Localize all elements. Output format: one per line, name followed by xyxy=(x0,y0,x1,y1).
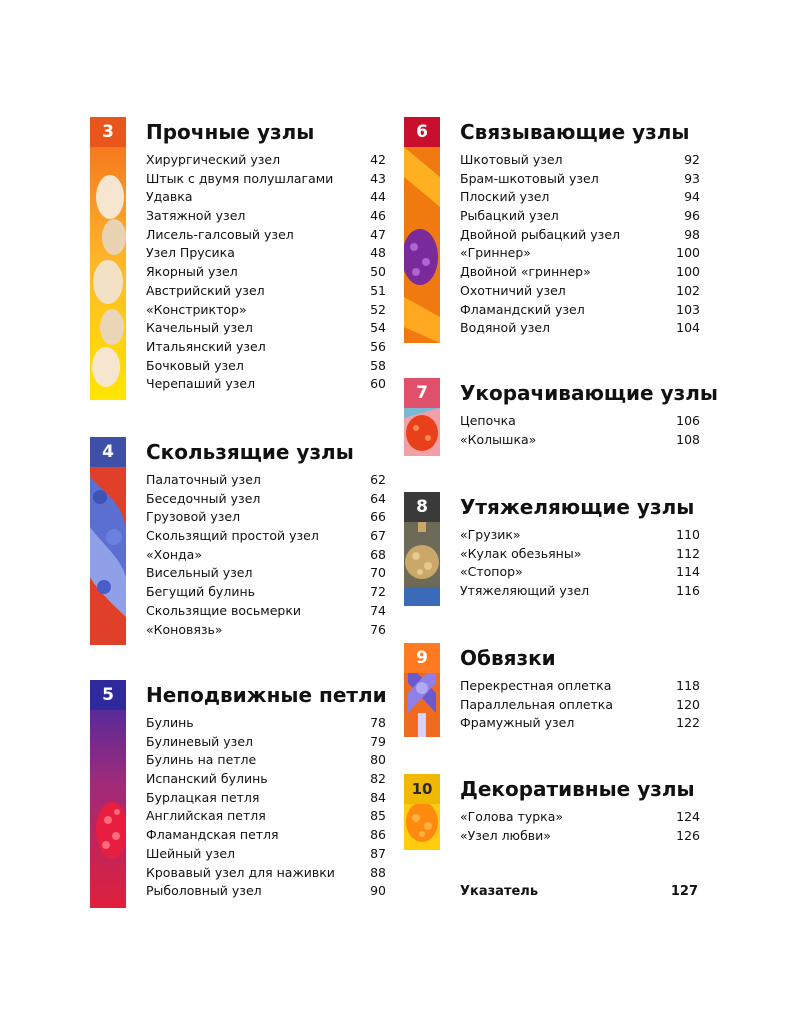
chapter-number-badge: 8 xyxy=(404,492,440,522)
toc-entry[interactable] xyxy=(146,621,386,640)
chapter-title: Связывающие узлы xyxy=(460,120,690,144)
toc-entry[interactable] xyxy=(146,375,386,394)
entry-page: 98 xyxy=(684,226,700,242)
entry-label: «Гриннер» xyxy=(460,245,531,261)
toc-entry[interactable] xyxy=(460,263,700,282)
entry-page: 126 xyxy=(676,827,700,843)
section-5 xyxy=(90,680,390,908)
entry-page: 88 xyxy=(370,864,386,880)
entry-label: Бегущий булинь xyxy=(146,584,255,600)
entry-page: 67 xyxy=(370,528,386,544)
toc-entry[interactable] xyxy=(146,602,386,621)
chapter-title: Утяжеляющие узлы xyxy=(460,495,695,519)
entry-page: 112 xyxy=(676,545,700,561)
entry-page: 92 xyxy=(684,152,700,167)
entry-label: Фрамужный узел xyxy=(460,715,575,731)
section-4 xyxy=(90,437,390,645)
toc-entry[interactable] xyxy=(146,527,386,546)
entry-label: «Стопор» xyxy=(460,564,523,580)
entry-page: 102 xyxy=(676,282,700,298)
knot-photo-strip xyxy=(404,117,440,343)
entry-label: Якорный узел xyxy=(146,264,238,280)
entry-label: Палаточный узел xyxy=(146,472,261,487)
chapter-number-badge: 4 xyxy=(90,437,126,467)
entry-page: 116 xyxy=(676,583,700,599)
entry-page: 90 xyxy=(370,883,386,899)
entry-label: Водяной узел xyxy=(460,320,551,336)
entry-page: 72 xyxy=(370,584,386,600)
toc-entry[interactable] xyxy=(460,188,700,207)
entry-page: 52 xyxy=(370,301,386,317)
entry-label: Черепаший узел xyxy=(146,376,256,392)
entry-label: Бурлацкая петля xyxy=(146,789,260,805)
chapter-entries xyxy=(146,714,386,901)
toc-entry[interactable] xyxy=(146,751,386,770)
chapter-entries xyxy=(460,526,700,601)
entry-page: 64 xyxy=(370,490,386,506)
entry-label: Хирургический узел xyxy=(146,152,281,167)
chapter-title: Декоративные узлы xyxy=(460,777,695,801)
chapter-entries xyxy=(460,151,700,338)
entry-label: Двойной «гриннер» xyxy=(460,264,591,280)
index-label: Указатель xyxy=(460,884,539,899)
toc-entry[interactable] xyxy=(460,827,700,846)
entry-label: Плоский узел xyxy=(460,189,550,205)
toc-entry[interactable] xyxy=(146,807,386,826)
entry-page: 106 xyxy=(676,413,700,428)
toc-entry[interactable] xyxy=(146,207,386,226)
entry-label: Удавка xyxy=(146,189,193,205)
toc-entry[interactable] xyxy=(460,526,700,545)
entry-label: Бочковый узел xyxy=(146,357,244,373)
entry-label: «Грузик» xyxy=(460,527,521,542)
entry-page: 100 xyxy=(676,245,700,261)
entry-label: «Коновязь» xyxy=(146,621,223,637)
rope-photo xyxy=(90,117,126,400)
entry-page: 114 xyxy=(676,564,700,580)
toc-entry[interactable] xyxy=(460,282,700,301)
entry-label: Висельный узел xyxy=(146,565,253,581)
entry-label: «Узел любви» xyxy=(460,827,551,843)
toc-entry[interactable] xyxy=(146,583,386,602)
entry-page: 84 xyxy=(370,789,386,805)
entry-label: Перекрестная оплетка xyxy=(460,678,612,693)
entry-page: 43 xyxy=(370,170,386,186)
entry-page: 54 xyxy=(370,320,386,336)
toc-entry[interactable] xyxy=(460,319,700,338)
chapter-number-badge: 9 xyxy=(404,643,440,673)
toc-entry[interactable] xyxy=(146,546,386,565)
toc-entry[interactable] xyxy=(460,412,700,431)
entry-label: Скользящие восьмерки xyxy=(146,602,301,618)
entry-page: 66 xyxy=(370,509,386,525)
entry-page: 94 xyxy=(684,189,700,205)
entry-page: 44 xyxy=(370,189,386,205)
entry-label: Булинь на петле xyxy=(146,752,257,768)
entry-label: Рыболовный узел xyxy=(146,883,262,899)
entry-page: 62 xyxy=(370,472,386,487)
entry-label: Рыбацкий узел xyxy=(460,208,559,224)
entry-page: 124 xyxy=(676,809,700,824)
toc-entry[interactable] xyxy=(146,357,386,376)
toc-entry[interactable] xyxy=(146,263,386,282)
toc-entry[interactable] xyxy=(460,244,700,263)
toc-entry[interactable] xyxy=(460,545,700,564)
toc-entry[interactable] xyxy=(146,864,386,883)
entry-page: 103 xyxy=(676,301,700,317)
index-page: 127 xyxy=(670,884,698,899)
knot-photo-strip xyxy=(90,117,126,400)
chapter-number-badge: 3 xyxy=(90,117,126,147)
entry-page: 110 xyxy=(676,527,700,542)
entry-label: Цепочка xyxy=(460,413,516,428)
entry-label: Двойной рыбацкий узел xyxy=(460,226,620,242)
entry-page: 76 xyxy=(370,621,386,637)
chapter-title: Укорачивающие узлы xyxy=(460,381,718,405)
section-8 xyxy=(404,492,704,606)
toc-entry[interactable] xyxy=(460,226,700,245)
entry-page: 120 xyxy=(676,696,700,712)
toc-entry[interactable] xyxy=(146,338,386,357)
toc-entry[interactable] xyxy=(146,301,386,320)
entry-page: 78 xyxy=(370,715,386,730)
entry-label: «Хонда» xyxy=(146,546,202,562)
toc-entry[interactable] xyxy=(146,490,386,509)
chapter-title: Обвязки xyxy=(460,646,556,670)
entry-page: 46 xyxy=(370,208,386,224)
chapter-number-badge: 10 xyxy=(404,774,440,804)
entry-page: 86 xyxy=(370,827,386,843)
entry-page: 93 xyxy=(684,170,700,186)
entry-page: 100 xyxy=(676,264,700,280)
toc-entry[interactable] xyxy=(146,151,386,170)
entry-page: 108 xyxy=(676,431,700,447)
entry-page: 122 xyxy=(676,715,700,731)
entry-page: 47 xyxy=(370,226,386,242)
entry-page: 68 xyxy=(370,546,386,562)
toc-entry[interactable] xyxy=(460,714,700,733)
entry-page: 51 xyxy=(370,282,386,298)
section-10 xyxy=(404,774,704,850)
toc-entry[interactable] xyxy=(460,207,700,226)
toc-entry[interactable] xyxy=(146,789,386,808)
toc-entry[interactable] xyxy=(460,431,700,450)
entry-page: 48 xyxy=(370,245,386,261)
entry-page: 42 xyxy=(370,152,386,167)
toc-entry[interactable] xyxy=(460,563,700,582)
toc-entry[interactable] xyxy=(146,188,386,207)
knot-photo-strip xyxy=(90,680,126,908)
entry-label: Фламандская петля xyxy=(146,827,279,843)
entry-label: Скользящий простой узел xyxy=(146,528,319,544)
entry-label: Лисель-галсовый узел xyxy=(146,226,294,242)
chapter-title: Неподвижные петли xyxy=(146,683,387,707)
entry-label: Шейный узел xyxy=(146,845,236,861)
toc-entry[interactable] xyxy=(146,882,386,901)
entry-label: Штык с двумя полушлагами xyxy=(146,170,334,186)
chapter-number-badge: 5 xyxy=(90,680,126,710)
entry-label: «Кулак обезьяны» xyxy=(460,545,582,561)
toc-entry[interactable] xyxy=(460,677,700,696)
entry-label: Фламандский узел xyxy=(460,301,585,317)
entry-label: Брам-шкотовый узел xyxy=(460,170,599,186)
toc-entry[interactable] xyxy=(146,733,386,752)
entry-label: Утяжеляющий узел xyxy=(460,583,590,599)
entry-label: Булиневый узел xyxy=(146,733,254,749)
entry-page: 80 xyxy=(370,752,386,768)
toc-entry[interactable] xyxy=(146,226,386,245)
entry-label: «Колышка» xyxy=(460,431,537,447)
chapter-entries xyxy=(460,412,700,449)
entry-label: Шкотовый узел xyxy=(460,152,563,167)
toc-entry[interactable] xyxy=(146,244,386,263)
entry-label: Качельный узел xyxy=(146,320,253,336)
section-6 xyxy=(404,117,704,343)
toc-entry[interactable] xyxy=(460,301,700,320)
toc-entry[interactable] xyxy=(460,151,700,170)
entry-label: Параллельная оплетка xyxy=(460,696,613,712)
entry-page: 82 xyxy=(370,771,386,787)
section-9 xyxy=(404,643,704,737)
chapter-entries xyxy=(460,677,700,733)
rope-photo xyxy=(404,117,440,343)
entry-page: 79 xyxy=(370,733,386,749)
toc-entry[interactable] xyxy=(460,696,700,715)
entry-label: Испанский булинь xyxy=(146,771,268,787)
entry-label: Узел Прусика xyxy=(146,245,235,261)
entry-page: 85 xyxy=(370,808,386,824)
entry-page: 60 xyxy=(370,376,386,392)
chapter-title: Скользящие узлы xyxy=(146,440,354,464)
toc-entry[interactable] xyxy=(146,508,386,527)
entry-page: 58 xyxy=(370,357,386,373)
entry-page: 118 xyxy=(676,678,700,693)
index-entry[interactable] xyxy=(460,884,698,899)
toc-entry[interactable] xyxy=(460,808,700,827)
entry-label: «Голова турка» xyxy=(460,809,564,824)
chapter-number-badge: 7 xyxy=(404,378,440,408)
rope-photo xyxy=(90,437,126,645)
entry-label: Грузовой узел xyxy=(146,509,241,525)
toc-entry[interactable] xyxy=(146,826,386,845)
entry-label: Английская петля xyxy=(146,808,266,824)
section-3 xyxy=(90,117,390,400)
chapter-number-badge: 6 xyxy=(404,117,440,147)
entry-label: Охотничий узел xyxy=(460,282,566,298)
knot-photo-strip xyxy=(90,437,126,645)
chapter-entries xyxy=(146,471,386,639)
toc-entry[interactable] xyxy=(146,282,386,301)
rope-photo xyxy=(90,680,126,908)
entry-page: 50 xyxy=(370,264,386,280)
entry-page: 56 xyxy=(370,338,386,354)
entry-label: Беседочный узел xyxy=(146,490,261,506)
toc-entry[interactable] xyxy=(146,714,386,733)
entry-label: Австрийский узел xyxy=(146,282,265,298)
entry-label: Затяжной узел xyxy=(146,208,246,224)
chapter-entries xyxy=(146,151,386,394)
entry-label: «Констриктор» xyxy=(146,301,247,317)
entry-page: 74 xyxy=(370,602,386,618)
entry-label: Булинь xyxy=(146,715,194,730)
entry-page: 70 xyxy=(370,565,386,581)
entry-page: 87 xyxy=(370,845,386,861)
entry-page: 96 xyxy=(684,208,700,224)
toc-entry[interactable] xyxy=(146,845,386,864)
toc-entry[interactable] xyxy=(146,564,386,583)
toc-entry[interactable] xyxy=(460,170,700,189)
toc-entry[interactable] xyxy=(146,471,386,490)
entry-page: 104 xyxy=(676,320,700,336)
chapter-title: Прочные узлы xyxy=(146,120,315,144)
entry-label: Итальянский узел xyxy=(146,338,266,354)
toc-entry[interactable] xyxy=(146,170,386,189)
toc-entry[interactable] xyxy=(146,770,386,789)
section-7 xyxy=(404,378,718,456)
chapter-entries xyxy=(460,808,700,845)
entry-label: Кровавый узел для наживки xyxy=(146,864,335,880)
toc-entry[interactable] xyxy=(460,582,700,601)
toc-entry[interactable] xyxy=(146,319,386,338)
